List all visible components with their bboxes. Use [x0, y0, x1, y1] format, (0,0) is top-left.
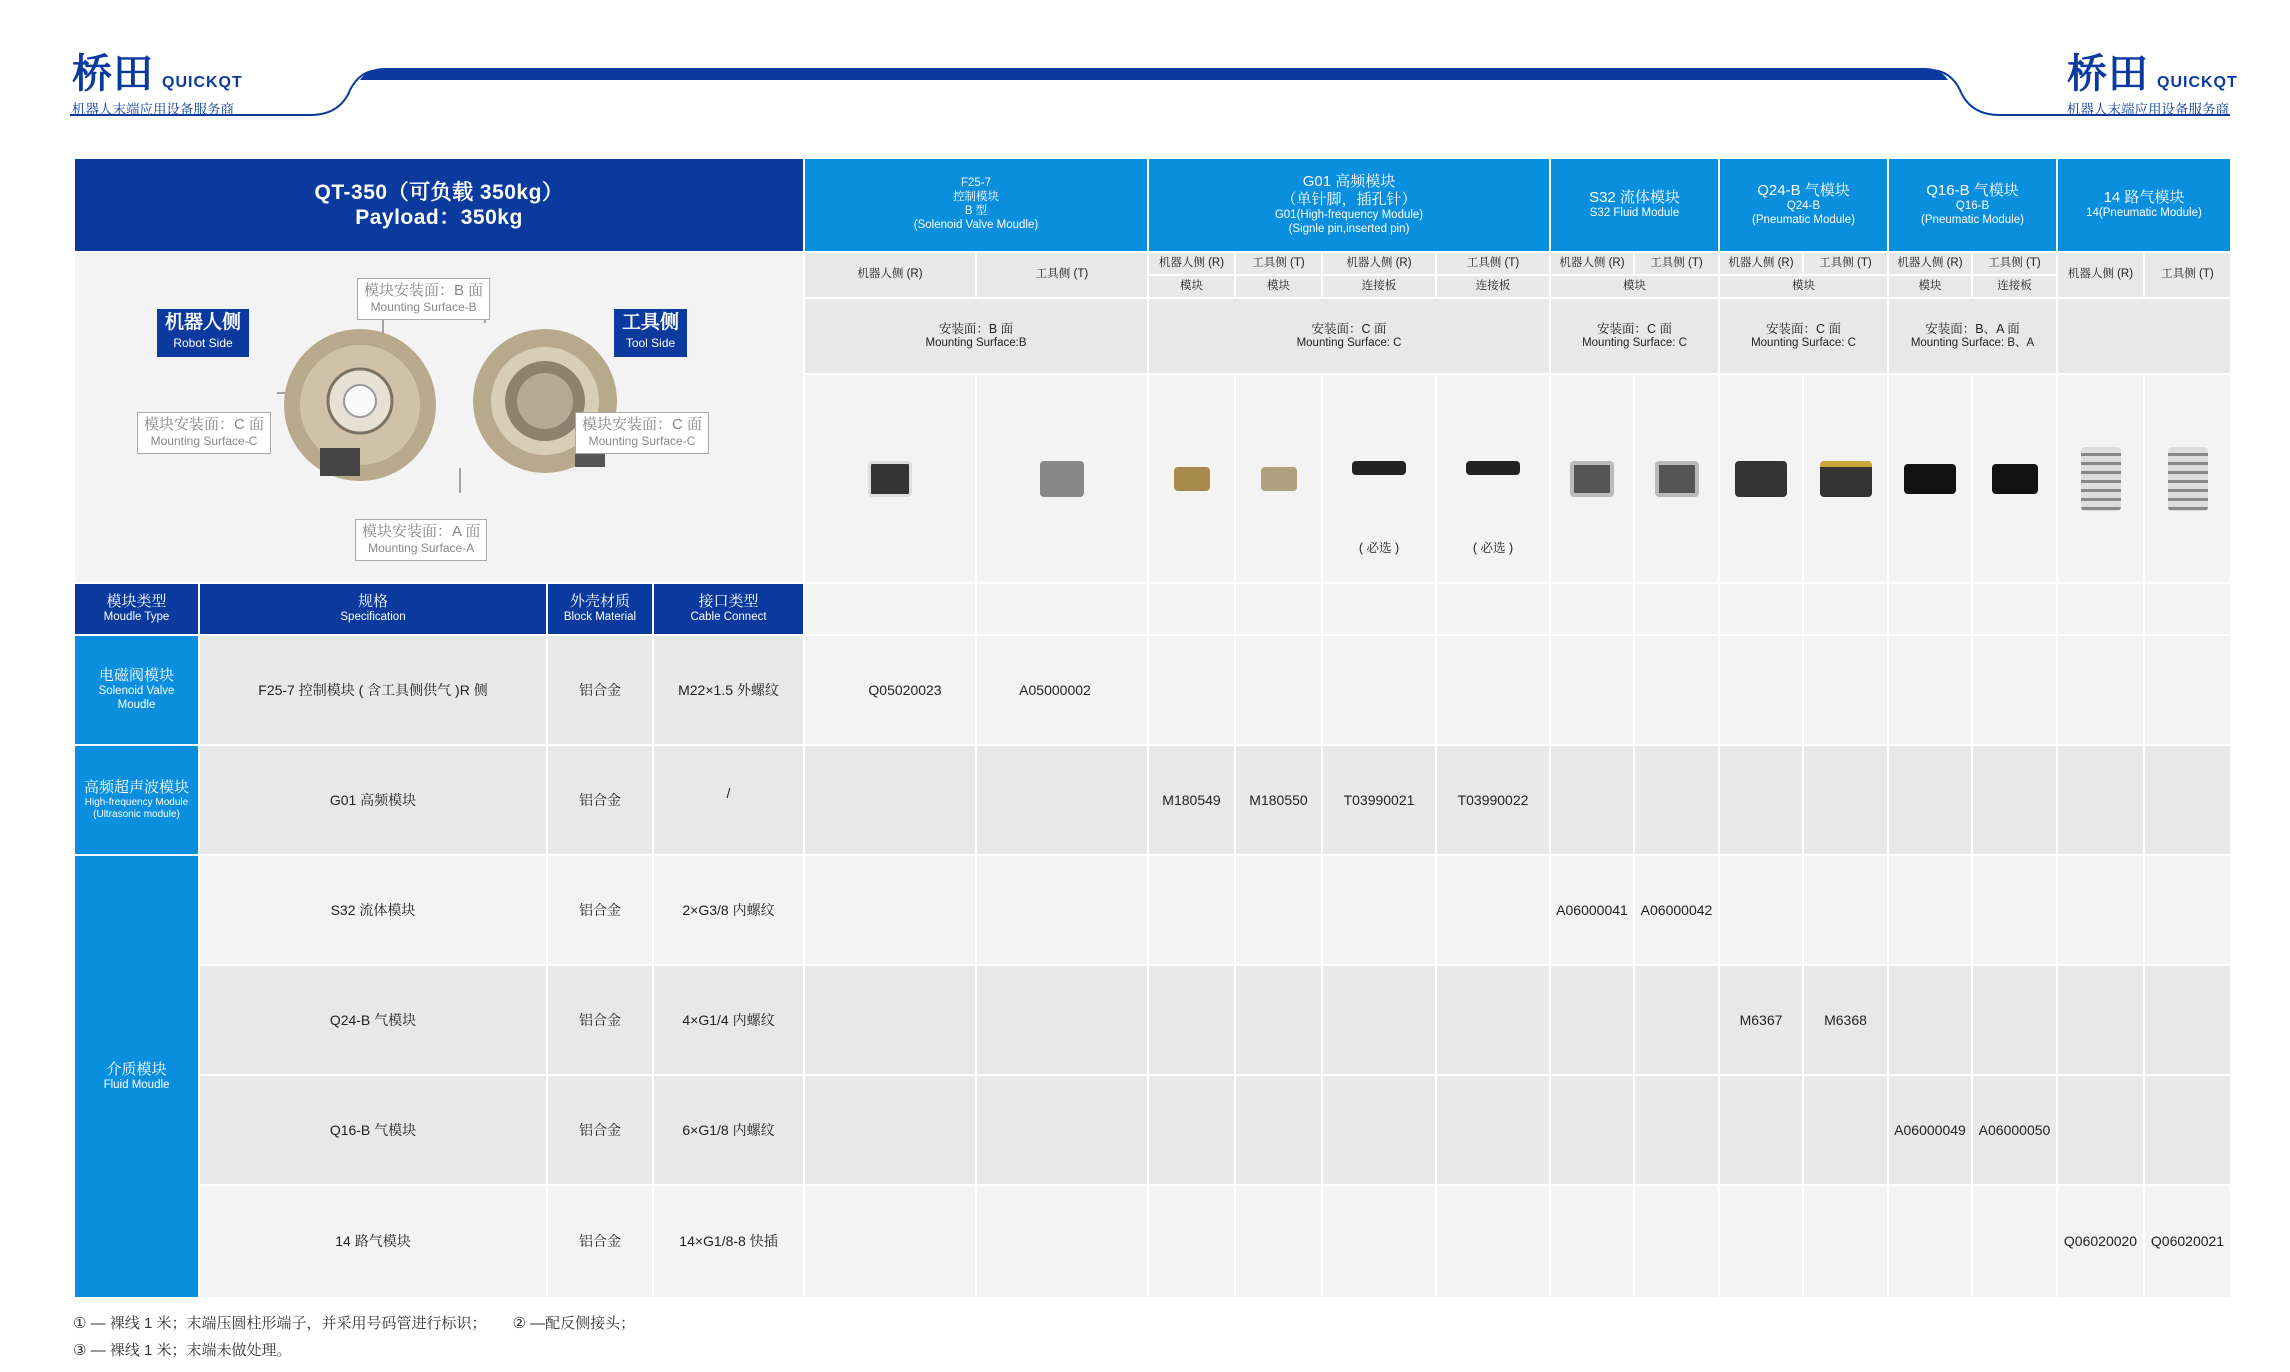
mounting-en: Mounting Surface: C — [1582, 336, 1687, 349]
mounting-zh: 安装面：C 面 — [1765, 321, 1841, 336]
brand-name-zh: 桥田 — [72, 52, 154, 96]
part-code: T03990021 — [1343, 791, 1415, 808]
brand-tagline: 机器人末端应用设备服务商 — [72, 102, 234, 117]
header-banner — [0, 60, 2290, 120]
code-q16-t — [1973, 1076, 2056, 1184]
code-q16-r — [1889, 1076, 1971, 1184]
code-g01-4 — [1437, 746, 1549, 854]
col-header-line: (Solenoid Valve Moudle) — [913, 218, 1039, 231]
tool-side-zh: 工具侧 — [622, 312, 680, 333]
brand-tagline: 机器人末端应用设备服务商 — [2067, 102, 2229, 117]
col-header-line: Q16-B 气模块 — [1926, 182, 2019, 200]
connect-text: 6×G1/8 内螺纹 — [682, 1121, 775, 1138]
col-header-line: (Pneumatic Module) — [1921, 214, 2024, 226]
tool-side-en: Tool Side — [625, 336, 676, 350]
connect-text: 4×G1/4 内螺纹 — [682, 1011, 775, 1028]
side-label: 工具侧 (T) — [2161, 268, 2214, 281]
row-header-en: Moudle Type — [103, 611, 170, 624]
code-s32-r — [1551, 856, 1633, 964]
mounting-en: Mounting Surface: C — [1296, 336, 1402, 349]
surface-c-zh: 模块安装面：C 面 — [144, 416, 265, 433]
spec-text: 14 路气模块 — [335, 1233, 411, 1250]
code-q24-t — [1804, 966, 1887, 1074]
group-zh: 高频超声波模块 — [83, 779, 189, 796]
surface-a-zh: 模块安装面：A 面 — [362, 523, 481, 540]
type-label: 模块 — [1180, 279, 1203, 292]
spec-text: Q24-B 气模块 — [329, 1011, 417, 1028]
surface-b-zh: 模块安装面：B 面 — [364, 282, 484, 299]
code-f25-t — [995, 636, 1115, 744]
col-header-line: S32 Fluid Module — [1589, 207, 1680, 220]
material-text: 铝合金 — [579, 681, 621, 698]
code-p14-r — [2058, 1186, 2143, 1297]
code-f25-r — [845, 636, 965, 744]
surface-a-en: Mounting Surface-A — [368, 541, 475, 555]
code-p14-t — [2145, 1186, 2230, 1297]
code-g01-1 — [1149, 746, 1234, 854]
type-label: 连接板 — [1361, 279, 1397, 292]
part-code: M180550 — [1249, 791, 1308, 808]
code-q24-r — [1720, 966, 1802, 1074]
robot-side-zh: 机器人侧 — [165, 312, 242, 333]
material-text: 铝合金 — [579, 791, 621, 808]
mounting-en: Mounting Surface: C — [1751, 336, 1856, 349]
col-header-line: 控制模块 — [953, 191, 999, 204]
side-label: 工具侧 (T) — [1035, 268, 1089, 281]
type-label: 连接板 — [1475, 279, 1511, 292]
title-line1: QT-350（可负载 350kg） — [314, 180, 564, 204]
row-header-en: Specification — [340, 611, 406, 624]
type-label: 模块 — [1918, 279, 1942, 292]
part-code: M180549 — [1162, 791, 1221, 808]
row-header-zh: 接口类型 — [698, 593, 759, 611]
surface-c-en: Mounting Surface-C — [150, 434, 258, 448]
group-zh: 介质模块 — [106, 1060, 167, 1078]
title-line2: Payload：350kg — [355, 206, 523, 229]
code-g01-2 — [1236, 746, 1321, 854]
side-label: 机器人侧 (R) — [1728, 256, 1794, 269]
connect-text: M22×1.5 外螺纹 — [678, 681, 779, 698]
col-header-line: Q24-B 气模块 — [1757, 182, 1850, 200]
note-1: ① — 裸线 1 米；末端压圆柱形端子，并采用号码管进行标识； — [73, 1315, 487, 1332]
connect-text: / — [726, 784, 731, 801]
material-text: 铝合金 — [579, 1121, 621, 1138]
material-text: 铝合金 — [579, 1233, 621, 1250]
group-en: Fluid Moudle — [103, 1078, 170, 1091]
brand-name-zh: 桥田 — [2067, 52, 2149, 96]
row-header-zh: 外壳材质 — [569, 593, 630, 611]
part-code: T03990022 — [1457, 791, 1529, 808]
col-header-line: S32 流体模块 — [1589, 189, 1680, 207]
spec-text: S32 流体模块 — [330, 901, 416, 918]
part-code: Q06020021 — [2150, 1233, 2225, 1250]
col-header-line: Q16-B — [1955, 200, 1990, 213]
part-code: A06000042 — [1640, 901, 1713, 918]
group-en: Solenoid Valve — [98, 685, 175, 698]
surface-b-en: Mounting Surface-B — [370, 300, 477, 314]
group-en: (Ultrasonic module) — [93, 809, 180, 820]
note-3: ③ — 裸线 1 米；末端未做处理。 — [73, 1342, 292, 1359]
col-header-line: (Pneumatic Module) — [1752, 214, 1855, 226]
side-label: 机器人侧 (R) — [1158, 256, 1225, 269]
part-code: Q06020020 — [2063, 1233, 2138, 1250]
connect-text: 2×G3/8 内螺纹 — [682, 901, 775, 918]
type-label: 连接板 — [1997, 279, 2032, 292]
code-g01-3 — [1323, 746, 1435, 854]
row-header-en: Block Material — [563, 611, 637, 624]
material-text: 铝合金 — [579, 1011, 621, 1028]
code-s32-t — [1635, 856, 1718, 964]
material-text: 铝合金 — [579, 901, 621, 918]
type-label: 模块 — [1792, 279, 1815, 292]
col-header-line: (Signle pin,inserted pin) — [1288, 223, 1410, 235]
group-en: Moudle — [117, 699, 156, 711]
col-header-line: 14 路气模块 — [2103, 189, 2185, 207]
surface-c-zh: 模块安装面：C 面 — [582, 416, 703, 433]
col-header-line: G01(High-frequency Module) — [1274, 209, 1424, 222]
col-header-line: F25-7 — [960, 177, 992, 190]
type-label: 模块 — [1623, 279, 1646, 292]
side-label: 工具侧 (T) — [1466, 256, 1520, 269]
brand-name-en: QUICKQT — [2157, 74, 2238, 91]
group-zh: 电磁阀模块 — [98, 667, 174, 685]
mounting-en: Mounting Surface: B、A — [1910, 336, 2035, 349]
mounting-zh: 安装面：C 面 — [1596, 321, 1672, 336]
side-label: 机器人侧 (R) — [2067, 268, 2134, 281]
row-header-en: Cable Connect — [690, 611, 767, 624]
spec-text: G01 高频模块 — [329, 791, 417, 808]
mounting-en: Mounting Surface:B — [925, 336, 1027, 349]
col-header-line: G01 高频模块 — [1302, 173, 1396, 191]
col-header-line: Q24-B — [1786, 200, 1821, 213]
side-label: 机器人侧 (R) — [1346, 256, 1412, 269]
required-note: ( 必选 ) — [1472, 541, 1514, 555]
part-code: A06000050 — [1978, 1121, 2051, 1138]
mounting-zh: 安装面：B 面 — [938, 321, 1014, 336]
side-label: 工具侧 (T) — [1988, 256, 2041, 269]
type-label: 模块 — [1267, 279, 1290, 292]
col-header-line: B 型 — [964, 205, 988, 217]
side-label: 机器人侧 (R) — [1559, 256, 1625, 269]
row-header-zh: 规格 — [357, 593, 388, 611]
part-code: Q05020023 — [868, 681, 942, 698]
note-2: ② —配反侧接头； — [512, 1315, 636, 1332]
spec-text: F25-7 控制模块 ( 含工具侧供气 )R 侧 — [258, 681, 488, 698]
part-code: A06000041 — [1556, 901, 1628, 918]
part-code: A06000049 — [1894, 1121, 1966, 1138]
part-code: M6368 — [1824, 1011, 1867, 1028]
side-label: 工具侧 (T) — [1252, 256, 1305, 269]
side-label: 工具侧 (T) — [1819, 256, 1872, 269]
col-header-line: 14(Pneumatic Module) — [2086, 207, 2202, 220]
part-code: A05000002 — [1019, 681, 1091, 698]
part-code: M6367 — [1739, 1011, 1783, 1028]
row-header-zh: 模块类型 — [106, 593, 167, 611]
footnotes — [73, 1310, 635, 1364]
side-label: 机器人侧 (R) — [857, 268, 923, 281]
module-table — [75, 159, 2230, 1297]
brand-name-en: QUICKQT — [162, 74, 243, 91]
mounting-zh: 安装面：B、A 面 — [1925, 321, 2020, 336]
surface-c-en: Mounting Surface-C — [588, 434, 696, 448]
side-label: 工具侧 (T) — [1650, 256, 1703, 269]
col-header-line: （单针脚，插孔针） — [1281, 191, 1417, 209]
side-label: 机器人侧 (R) — [1897, 256, 1963, 269]
robot-side-en: Robot Side — [173, 336, 233, 350]
spec-text: Q16-B 气模块 — [329, 1121, 417, 1138]
connect-text: 14×G1/8-8 快插 — [679, 1233, 778, 1250]
required-note: ( 必选 ) — [1358, 541, 1400, 555]
mounting-zh: 安装面：C 面 — [1311, 321, 1387, 336]
group-en: High-frequency Module — [84, 797, 189, 808]
